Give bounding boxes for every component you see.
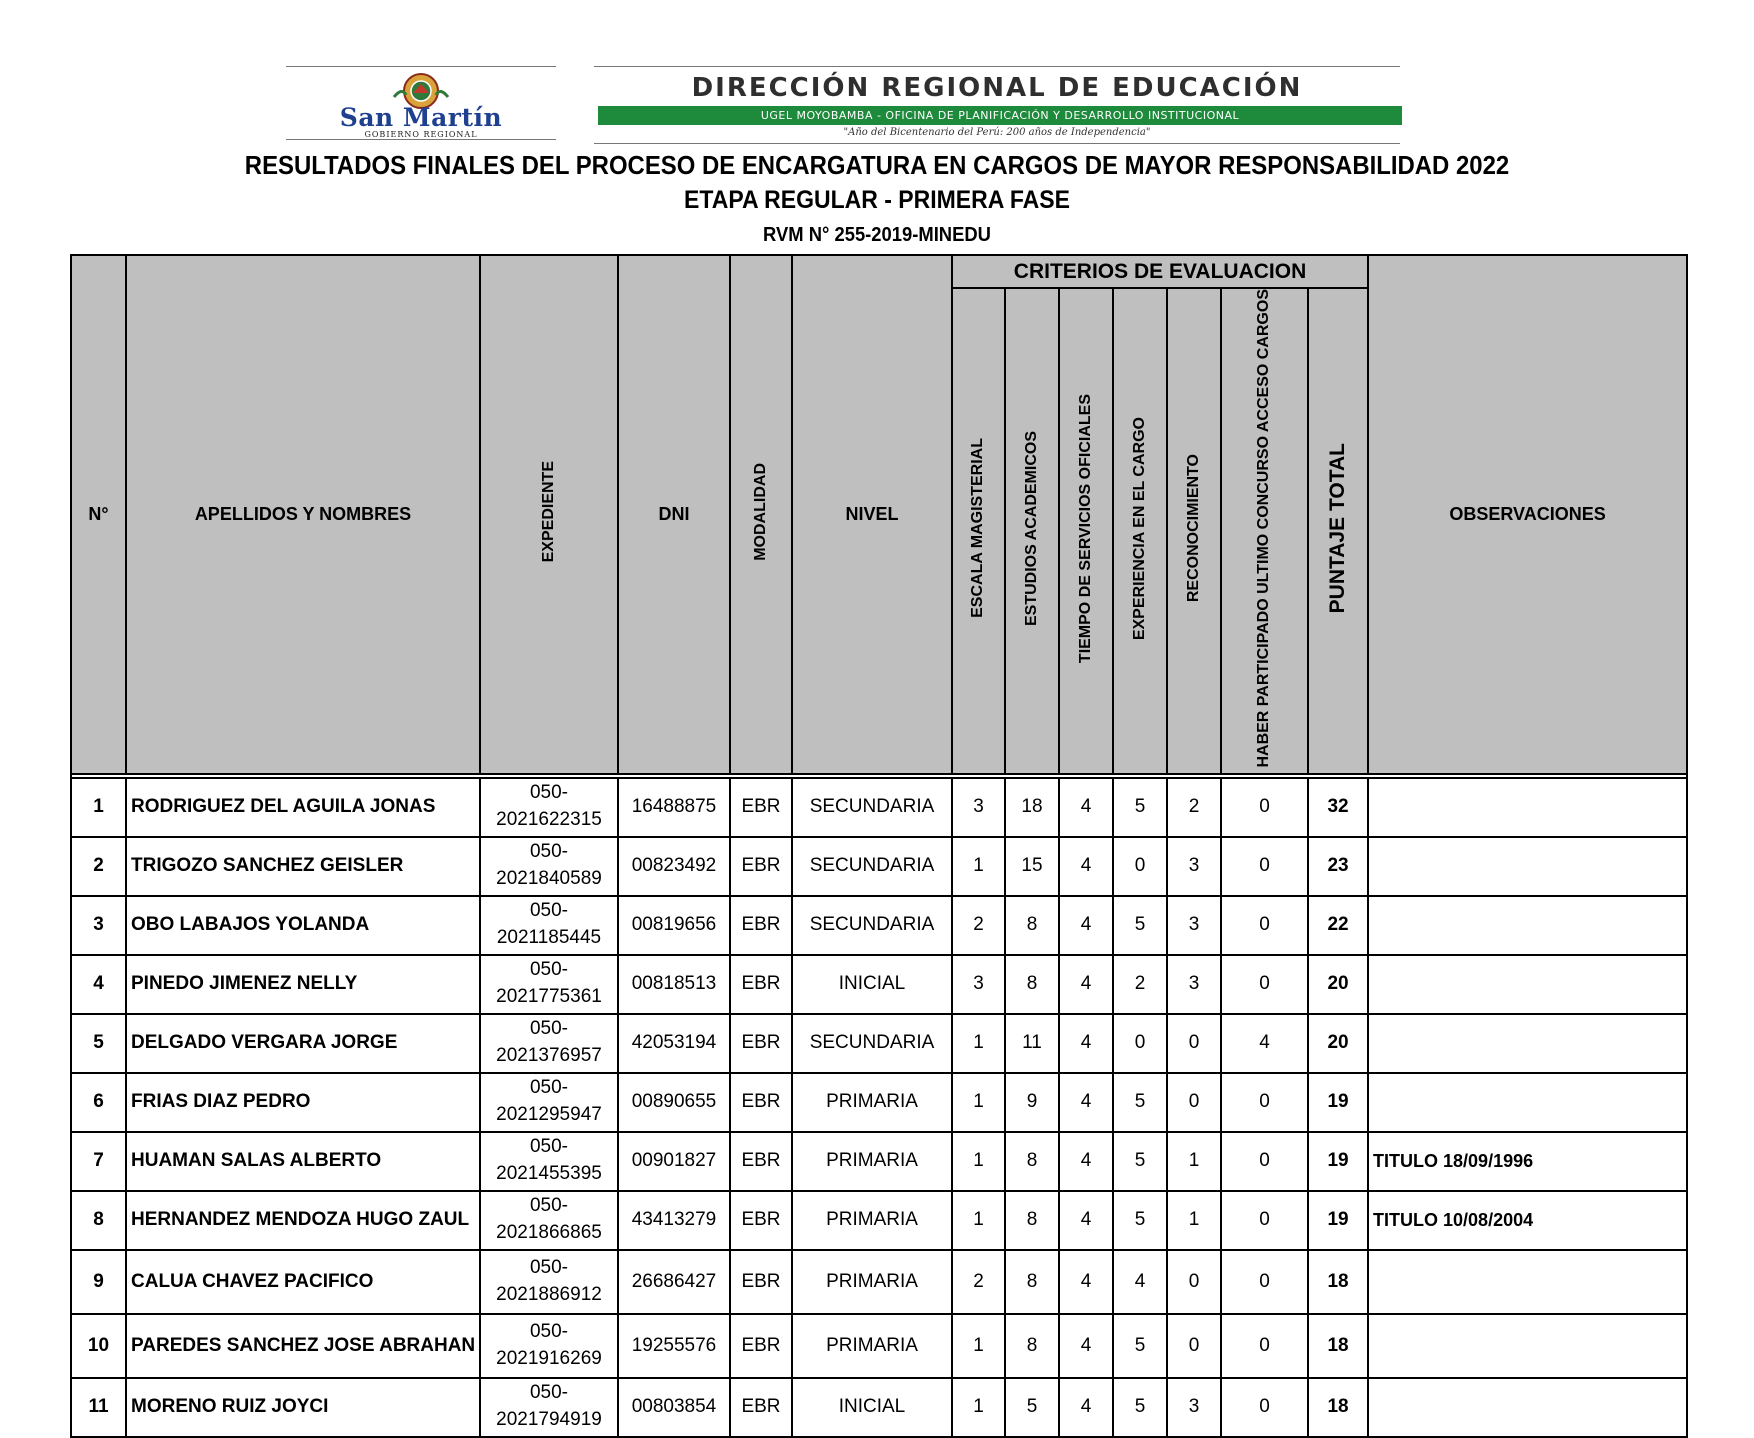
row-expediente <box>480 1378 618 1437</box>
row-puntaje-total: 32 <box>1308 778 1368 837</box>
col-header-haber: HABER PARTICIPADO ULTIMO CONCURSO ACCESO CARGOS <box>1221 288 1308 774</box>
expediente-prefix: 050- <box>529 1018 569 1040</box>
expediente-prefix: 050- <box>529 782 569 804</box>
table-row <box>71 1014 1687 1073</box>
expediente-prefix: 050- <box>529 959 569 981</box>
row-haber: 0 <box>1221 955 1308 1014</box>
row-puntaje-total: 20 <box>1308 955 1368 1014</box>
row-estudios: 8 <box>1005 896 1059 955</box>
row-tiempo: 4 <box>1059 1073 1113 1132</box>
col-header-dni: DNI <box>618 255 730 774</box>
row-number: 3 <box>71 896 126 955</box>
row-escala: 1 <box>952 1314 1005 1378</box>
table-row <box>71 955 1687 1014</box>
row-nivel: SECUNDARIA <box>792 1014 952 1073</box>
row-modalidad: EBR <box>730 1191 792 1250</box>
row-experiencia: 5 <box>1113 1378 1167 1437</box>
col-header-expediente: EXPEDIENTE <box>480 255 618 774</box>
row-dni: 26686427 <box>618 1250 730 1314</box>
col-header-tiempo: TIEMPO DE SERVICIOS OFICIALES <box>1059 288 1113 774</box>
col-header-reconocimiento: RECONOCIMIENTO <box>1167 288 1221 774</box>
row-tiempo: 4 <box>1059 1132 1113 1191</box>
row-observaciones: TITULO 18/09/1996 <box>1368 1132 1687 1191</box>
row-expediente <box>480 1014 618 1073</box>
row-dni: 00803854 <box>618 1378 730 1437</box>
table-row <box>71 1250 1687 1314</box>
row-experiencia: 0 <box>1113 837 1167 896</box>
row-puntaje-total: 19 <box>1308 1132 1368 1191</box>
row-modalidad: EBR <box>730 1378 792 1437</box>
col-header-name: APELLIDOS Y NOMBRES <box>126 255 480 774</box>
document-reference: RVM N° 255-2019-MINEDU <box>763 224 991 246</box>
col-header-experiencia: EXPERIENCIA EN EL CARGO <box>1113 288 1167 774</box>
row-reconocimiento: 0 <box>1167 1073 1221 1132</box>
row-estudios: 8 <box>1005 955 1059 1014</box>
expediente-prefix: 050- <box>529 1382 569 1404</box>
row-observaciones <box>1368 1378 1687 1437</box>
row-dni: 19255576 <box>618 1314 730 1378</box>
row-dni: 16488875 <box>618 778 730 837</box>
table-row <box>71 837 1687 896</box>
row-puntaje-total: 19 <box>1308 1073 1368 1132</box>
row-number: 1 <box>71 778 126 837</box>
row-observaciones <box>1368 1314 1687 1378</box>
row-tiempo: 4 <box>1059 1191 1113 1250</box>
row-reconocimiento: 3 <box>1167 1378 1221 1437</box>
row-name: DELGADO VERGARA JORGE <box>126 1014 480 1073</box>
row-name: PINEDO JIMENEZ NELLY <box>126 955 480 1014</box>
document-subtitle: ETAPA REGULAR - PRIMERA FASE <box>684 186 1070 214</box>
row-nivel: PRIMARIA <box>792 1132 952 1191</box>
document-title: RESULTADOS FINALES DEL PROCESO DE ENCARGATURA EN CARGOS DE MAYOR RESPONSABILIDAD 2022 <box>244 150 1510 180</box>
row-dni: 00823492 <box>618 837 730 896</box>
row-experiencia: 5 <box>1113 1132 1167 1191</box>
row-escala: 1 <box>952 1191 1005 1250</box>
row-number: 11 <box>71 1378 126 1437</box>
row-reconocimiento: 3 <box>1167 837 1221 896</box>
row-reconocimiento: 1 <box>1167 1191 1221 1250</box>
row-number: 4 <box>71 955 126 1014</box>
row-name: PAREDES SANCHEZ JOSE ABRAHAN <box>126 1314 480 1378</box>
table-row <box>71 1378 1687 1437</box>
expediente-prefix: 050- <box>529 900 569 922</box>
row-estudios: 5 <box>1005 1378 1059 1437</box>
row-observaciones <box>1368 837 1687 896</box>
col-header-estudios: ESTUDIOS ACADEMICOS <box>1005 288 1059 774</box>
row-tiempo: 4 <box>1059 1314 1113 1378</box>
row-nivel: PRIMARIA <box>792 1250 952 1314</box>
logo-brand: San Martín <box>339 103 503 132</box>
expediente-number: 2021840589 <box>496 868 602 890</box>
row-experiencia: 5 <box>1113 1191 1167 1250</box>
row-haber: 0 <box>1221 1378 1308 1437</box>
dre-banner <box>594 66 1400 144</box>
row-tiempo: 4 <box>1059 955 1113 1014</box>
row-modalidad: EBR <box>730 896 792 955</box>
expediente-number: 2021794919 <box>496 1409 602 1431</box>
row-expediente <box>480 955 618 1014</box>
row-modalidad: EBR <box>730 955 792 1014</box>
row-haber: 4 <box>1221 1014 1308 1073</box>
row-haber: 0 <box>1221 837 1308 896</box>
row-observaciones <box>1368 1073 1687 1132</box>
row-expediente <box>480 896 618 955</box>
row-puntaje-total: 22 <box>1308 896 1368 955</box>
col-header-modalidad: MODALIDAD <box>730 255 792 774</box>
row-expediente <box>480 778 618 837</box>
expediente-prefix: 050- <box>529 1077 569 1099</box>
expediente-prefix: 050- <box>529 841 569 863</box>
row-nivel: SECUNDARIA <box>792 837 952 896</box>
row-puntaje-total: 19 <box>1308 1191 1368 1250</box>
expediente-number: 2021886912 <box>496 1283 602 1305</box>
row-expediente <box>480 1073 618 1132</box>
table-row <box>71 1073 1687 1132</box>
row-observaciones <box>1368 896 1687 955</box>
row-escala: 1 <box>952 1014 1005 1073</box>
row-dni: 00890655 <box>618 1073 730 1132</box>
table-row <box>71 1191 1687 1250</box>
row-reconocimiento: 3 <box>1167 955 1221 1014</box>
row-estudios: 15 <box>1005 837 1059 896</box>
row-observaciones <box>1368 778 1687 837</box>
row-tiempo: 4 <box>1059 1014 1113 1073</box>
row-modalidad: EBR <box>730 1132 792 1191</box>
row-expediente <box>480 837 618 896</box>
row-number: 7 <box>71 1132 126 1191</box>
col-header-puntaje: PUNTAJE TOTAL <box>1308 288 1368 774</box>
row-modalidad: EBR <box>730 1073 792 1132</box>
row-estudios: 11 <box>1005 1014 1059 1073</box>
row-escala: 1 <box>952 1378 1005 1437</box>
row-number: 8 <box>71 1191 126 1250</box>
row-reconocimiento: 0 <box>1167 1314 1221 1378</box>
row-experiencia: 5 <box>1113 1073 1167 1132</box>
expediente-number: 2021866865 <box>496 1222 602 1244</box>
row-nivel: PRIMARIA <box>792 1073 952 1132</box>
row-haber: 0 <box>1221 1132 1308 1191</box>
table-row <box>71 896 1687 955</box>
row-reconocimiento: 2 <box>1167 778 1221 837</box>
row-observaciones <box>1368 955 1687 1014</box>
row-tiempo: 4 <box>1059 896 1113 955</box>
row-dni: 00819656 <box>618 896 730 955</box>
col-header-observaciones: OBSERVACIONES <box>1368 255 1687 774</box>
expediente-prefix: 050- <box>529 1256 569 1278</box>
row-nivel: SECUNDARIA <box>792 896 952 955</box>
row-nivel: PRIMARIA <box>792 1191 952 1250</box>
row-tiempo: 4 <box>1059 1250 1113 1314</box>
col-header-escala: ESCALA MAGISTERIAL <box>952 288 1005 774</box>
row-experiencia: 5 <box>1113 896 1167 955</box>
row-puntaje-total: 20 <box>1308 1014 1368 1073</box>
row-nivel: SECUNDARIA <box>792 778 952 837</box>
dre-quote: "Año del Bicentenario del Perú: 200 años de Independencia" <box>843 127 1151 138</box>
row-nivel: PRIMARIA <box>792 1314 952 1378</box>
row-expediente <box>480 1132 618 1191</box>
row-estudios: 8 <box>1005 1314 1059 1378</box>
expediente-number: 2021376957 <box>496 1045 602 1067</box>
expediente-number: 2021295947 <box>496 1104 602 1126</box>
expediente-prefix: 050- <box>529 1136 569 1158</box>
row-estudios: 8 <box>1005 1132 1059 1191</box>
row-dni: 00901827 <box>618 1132 730 1191</box>
row-tiempo: 4 <box>1059 1378 1113 1437</box>
row-estudios: 8 <box>1005 1191 1059 1250</box>
row-haber: 0 <box>1221 1073 1308 1132</box>
row-name: MORENO RUIZ JOYCI <box>126 1378 480 1437</box>
row-escala: 1 <box>952 1073 1005 1132</box>
expediente-number: 2021622315 <box>496 809 602 831</box>
row-escala: 2 <box>952 896 1005 955</box>
row-puntaje-total: 18 <box>1308 1378 1368 1437</box>
row-name: FRIAS DIAZ PEDRO <box>126 1073 480 1132</box>
row-dni: 00818513 <box>618 955 730 1014</box>
row-name: TRIGOZO SANCHEZ GEISLER <box>126 837 480 896</box>
row-experiencia: 2 <box>1113 955 1167 1014</box>
expediente-number: 2021185445 <box>496 927 602 949</box>
row-haber: 0 <box>1221 1314 1308 1378</box>
logo-subtitle: GOBIERNO REGIONAL <box>364 130 478 139</box>
row-modalidad: EBR <box>730 1250 792 1314</box>
col-header-criterios: CRITERIOS DE EVALUACION <box>952 255 1368 288</box>
expediente-number: 2021455395 <box>496 1163 602 1185</box>
row-modalidad: EBR <box>730 837 792 896</box>
row-name: CALUA CHAVEZ PACIFICO <box>126 1250 480 1314</box>
row-puntaje-total: 23 <box>1308 837 1368 896</box>
col-header-num: N° <box>71 255 126 774</box>
row-modalidad: EBR <box>730 1314 792 1378</box>
row-estudios: 8 <box>1005 1250 1059 1314</box>
row-estudios: 18 <box>1005 778 1059 837</box>
row-modalidad: EBR <box>730 1014 792 1073</box>
col-header-nivel: NIVEL <box>792 255 952 774</box>
row-nivel: INICIAL <box>792 955 952 1014</box>
row-name: RODRIGUEZ DEL AGUILA JONAS <box>126 778 480 837</box>
row-tiempo: 4 <box>1059 837 1113 896</box>
row-name: HERNANDEZ MENDOZA HUGO ZAUL <box>126 1191 480 1250</box>
row-experiencia: 4 <box>1113 1250 1167 1314</box>
row-name: OBO LABAJOS YOLANDA <box>126 896 480 955</box>
row-observaciones <box>1368 1014 1687 1073</box>
table-row <box>71 778 1687 837</box>
row-name: HUAMAN SALAS ALBERTO <box>126 1132 480 1191</box>
expediente-prefix: 050- <box>529 1320 569 1342</box>
row-reconocimiento: 0 <box>1167 1014 1221 1073</box>
row-expediente <box>480 1191 618 1250</box>
row-escala: 3 <box>952 955 1005 1014</box>
row-experiencia: 5 <box>1113 1314 1167 1378</box>
row-number: 9 <box>71 1250 126 1314</box>
row-expediente <box>480 1250 618 1314</box>
results-table <box>70 254 1688 1438</box>
row-number: 5 <box>71 1014 126 1073</box>
row-escala: 2 <box>952 1250 1005 1314</box>
row-haber: 0 <box>1221 778 1308 837</box>
row-puntaje-total: 18 <box>1308 1314 1368 1378</box>
row-reconocimiento: 3 <box>1167 896 1221 955</box>
table-row <box>71 1132 1687 1191</box>
expediente-number: 2021775361 <box>496 986 602 1008</box>
row-modalidad: EBR <box>730 778 792 837</box>
row-escala: 3 <box>952 778 1005 837</box>
san-martin-logo <box>286 66 556 140</box>
table-row <box>71 1314 1687 1378</box>
row-tiempo: 4 <box>1059 778 1113 837</box>
row-observaciones: TITULO 10/08/2004 <box>1368 1191 1687 1250</box>
row-estudios: 9 <box>1005 1073 1059 1132</box>
expediente-prefix: 050- <box>529 1195 569 1217</box>
row-number: 2 <box>71 837 126 896</box>
row-reconocimiento: 1 <box>1167 1132 1221 1191</box>
row-number: 6 <box>71 1073 126 1132</box>
dre-office-bar: UGEL MOYOBAMBA - OFICINA DE PLANIFICACIÓN Y DESARROLLO INSTITUCIONAL <box>598 106 1402 125</box>
row-puntaje-total: 18 <box>1308 1250 1368 1314</box>
row-observaciones <box>1368 1250 1687 1314</box>
row-number: 10 <box>71 1314 126 1378</box>
row-escala: 1 <box>952 837 1005 896</box>
row-dni: 42053194 <box>618 1014 730 1073</box>
row-haber: 0 <box>1221 1191 1308 1250</box>
expediente-number: 2021916269 <box>496 1347 602 1369</box>
row-experiencia: 0 <box>1113 1014 1167 1073</box>
row-nivel: INICIAL <box>792 1378 952 1437</box>
row-expediente <box>480 1314 618 1378</box>
row-dni: 43413279 <box>618 1191 730 1250</box>
row-reconocimiento: 0 <box>1167 1250 1221 1314</box>
row-haber: 0 <box>1221 1250 1308 1314</box>
row-experiencia: 5 <box>1113 778 1167 837</box>
row-haber: 0 <box>1221 896 1308 955</box>
row-escala: 1 <box>952 1132 1005 1191</box>
dre-title: DIRECCIÓN REGIONAL DE EDUCACIÓN <box>691 73 1303 103</box>
